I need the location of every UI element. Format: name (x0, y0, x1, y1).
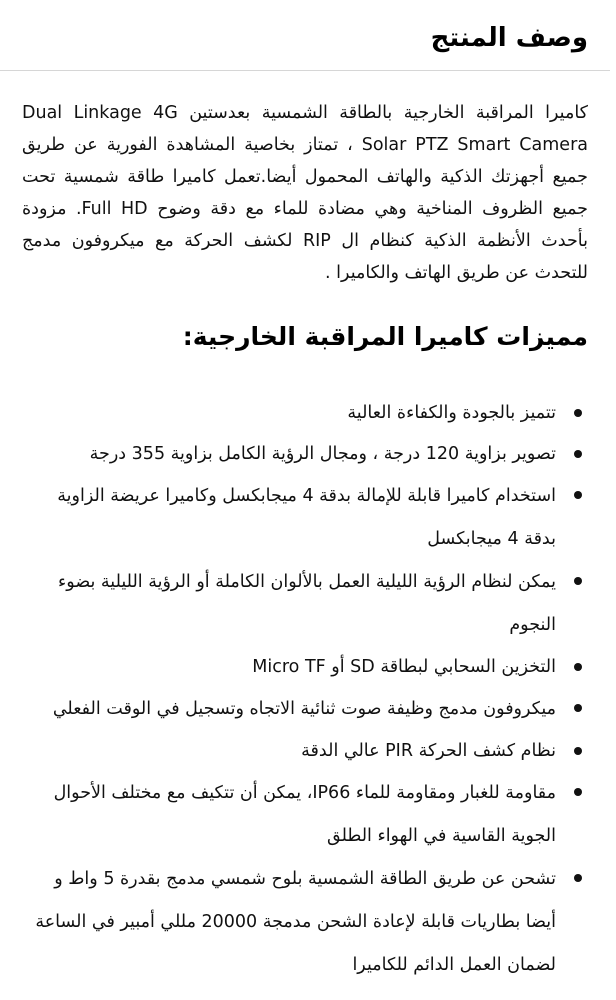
features-title: مميزات كاميرا المراقبة الخارجية: (182, 322, 588, 351)
feature-text: التخزين السحابي لبطاقة SD أو Micro TF (252, 657, 556, 677)
feature-item (22, 475, 588, 561)
feature-text: نظام كشف الحركة PIR عالي الدقة (301, 741, 556, 761)
feature-item (22, 772, 588, 858)
feature-text: تشحن عن طريق الطاقة الشمسية بلوح شمسي مدمج بقدرة 5 واط و أيضا بطاريات قابلة لإعادة الشحن مدمجة 20000 مللي أمبير في الساعة لضمان العمل الدائم للكاميرا (35, 869, 556, 975)
feature-text: مقاومة للغبار ومقاومة للماء IP66، يمكن أن تتكيف مع مختلف الأحوال الجوية القاسية في الهواء الطلق (53, 783, 556, 846)
description-body (22, 97, 588, 289)
feature-item (22, 561, 588, 647)
feature-text: استخدام كاميرا قابلة للإمالة بدقة 4 ميجابكسل وكاميرا عريضة الزاوية بدقة 4 ميجابكسل (57, 486, 556, 549)
feature-item (22, 731, 588, 772)
bullet-icon (574, 491, 582, 499)
bullet-icon (574, 747, 582, 755)
description-paragraph: كاميرا المراقبة الخارجية بالطاقة الشمسية بعدستين Dual Linkage 4G Solar PTZ Smart Camera ، تمتاز بخاصية المشاهدة الفورية عن طريق جميع أجهزتك الذكية والهاتف المحمول أيضا.تعمل كاميرا طاقة شمسية تحت جميع الظروف المناخية وهي مضادة للماء مع دقة وضوح Full HD. مزودة بأحدث الأنظمة الذكية كنظام ال RIP لكشف الحركة مع ميكروفون مدمج للتحدث عن طريق الهاتف والكاميرا . (22, 103, 588, 283)
bullet-icon (574, 577, 582, 585)
feature-item (22, 434, 588, 475)
feature-item (22, 688, 588, 731)
bullet-icon (574, 874, 582, 882)
bullet-icon (574, 409, 582, 417)
feature-text: ميكروفون مدمج وظيفة صوت ثنائية الاتجاه وتسجيل في الوقت الفعلي (52, 699, 556, 719)
bullet-icon (574, 663, 582, 671)
feature-item (22, 647, 588, 688)
feature-text: يمكن لنظام الرؤية الليلية العمل بالألوان الكاملة أو الرؤية الليلية بضوء النجوم (58, 572, 556, 635)
feature-item (22, 858, 588, 987)
features-list (22, 393, 588, 987)
bullet-icon (574, 704, 582, 712)
title-divider (0, 70, 610, 71)
feature-item (22, 393, 588, 434)
bullet-icon (574, 450, 582, 458)
feature-text: تتميز بالجودة والكفاءة العالية (347, 403, 556, 423)
description-title: وصف المنتج (430, 23, 588, 53)
bullet-icon (574, 788, 582, 796)
feature-text: تصوير بزاوية 120 درجة ، ومجال الرؤية الكامل بزاوية 355 درجة (89, 444, 556, 464)
